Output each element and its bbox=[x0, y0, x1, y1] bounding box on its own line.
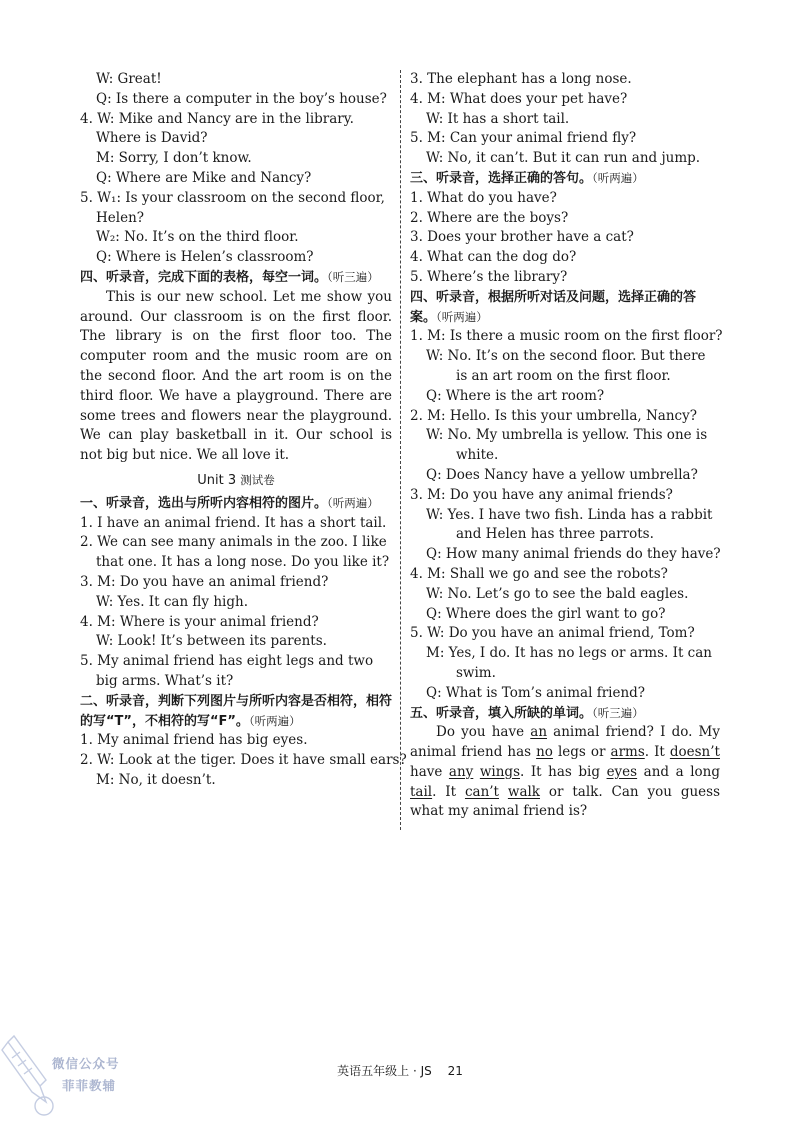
cloze-blank: doesn’t bbox=[669, 744, 720, 761]
text-line: 4. What can the dog do? bbox=[410, 249, 577, 266]
section-note: （听三遍） bbox=[592, 705, 644, 720]
right-column bbox=[410, 70, 723, 822]
text-line: Q: Is there a computer in the boy’s house? bbox=[96, 90, 387, 107]
cloze-blank: no bbox=[536, 744, 553, 761]
left-column bbox=[80, 70, 407, 791]
section-three-heading bbox=[410, 169, 720, 189]
text-line: W: Yes. It can fly high. bbox=[96, 593, 248, 610]
text-line: 1. M: Is there a music room on the first floor? bbox=[410, 328, 723, 345]
cloze-blank: eyes bbox=[606, 763, 638, 780]
text-line: 1. I have an animal friend. It has a short tail. bbox=[80, 514, 387, 531]
text-line: M: No, it doesn’t. bbox=[96, 771, 216, 788]
section-four-right-lines bbox=[410, 327, 723, 703]
section-note: （听两遍） bbox=[327, 495, 379, 510]
text-line: 5. M: Can your animal friend fly? bbox=[410, 130, 637, 147]
watermark-line-1: 微信公众号 bbox=[52, 1056, 120, 1071]
text-line: 5. W: Do you have an animal friend, Tom? bbox=[410, 625, 695, 642]
text-line: 2. We can see many animals in the zoo. I like that one. It has a long nose. Do you like it? bbox=[80, 534, 390, 571]
text-line: Q: Where are Mike and Nancy? bbox=[96, 169, 312, 186]
section-one-lines bbox=[80, 514, 392, 692]
text-line: W: Great! bbox=[96, 71, 162, 87]
unit-title-en: Unit 3 bbox=[197, 472, 237, 488]
unit-title bbox=[80, 471, 392, 491]
text-line: 1. My animal friend has big eyes. bbox=[80, 732, 308, 749]
text-line: 3. M: Do you have any animal friends? bbox=[410, 486, 673, 503]
text-line: W: No. My umbrella is yellow. This one is white. bbox=[426, 427, 708, 464]
text-line: W: It has a short tail. bbox=[426, 110, 570, 127]
cloze-text: have bbox=[410, 763, 449, 780]
cloze-blank: wings bbox=[479, 763, 520, 780]
text-line: Q: Where is the art room? bbox=[426, 387, 605, 404]
school-passage: This is our new school. Let me show you around. Our classroom is on the first floor. The library is on the first floor too. The computer room and the music room are on the second floor. And the art room is on the third floor. We have a playground. There are some trees and flowers near the playground. We can play basketball in it. Our school is not big but nice. We all love it. bbox=[80, 288, 392, 464]
section-note: （听两遍） bbox=[592, 170, 644, 185]
text-line: 4. M: Where is your animal friend? bbox=[80, 613, 319, 630]
right-top-lines bbox=[410, 70, 720, 169]
text-line: 4. M: Shall we go and see the robots? bbox=[410, 565, 668, 582]
section-five-heading bbox=[410, 704, 720, 724]
text-line: W: Look! It’s between its parents. bbox=[96, 633, 327, 650]
text-line: 3. M: Do you have an animal friend? bbox=[80, 573, 329, 590]
text-line: 1. What do you have? bbox=[410, 189, 557, 206]
text-line: 2. W: Look at the tiger. Does it have small ears? bbox=[80, 752, 407, 769]
text-line: Q: How many animal friends do they have? bbox=[426, 546, 721, 563]
section-title: 一、听录音，选出与所听内容相符的图片。 bbox=[80, 495, 328, 511]
text-line: Q: Does Nancy have a yellow umbrella? bbox=[426, 466, 698, 483]
cloze-passage bbox=[410, 723, 720, 822]
section-two-lines bbox=[80, 731, 407, 790]
section-note: （听三遍） bbox=[327, 269, 379, 284]
section-note: （听两遍） bbox=[436, 309, 488, 324]
column-divider bbox=[400, 70, 401, 830]
text-line: 5. W₁: Is your classroom on the second floor, Helen? bbox=[80, 189, 385, 226]
text-line: Q: Where is Helen’s classroom? bbox=[96, 249, 314, 266]
text-line: M: Sorry, I don’t know. bbox=[96, 150, 252, 167]
page-number: 21 bbox=[447, 1064, 463, 1078]
text-line: W: No. It’s on the second floor. But there is an art room on the first floor. bbox=[426, 348, 706, 384]
footer-label: 英语五年级上 · JS bbox=[337, 1064, 432, 1078]
section-four-right-heading bbox=[410, 288, 720, 328]
text-line: W: No. Let’s go to see the bald eagles. bbox=[426, 585, 689, 602]
section-one-heading bbox=[80, 494, 392, 514]
text-line: Q: Where does the girl want to go? bbox=[426, 605, 666, 622]
text-line: 5. My animal friend has eight legs and two big arms. What’s it? bbox=[80, 653, 374, 689]
text-line: M: Yes, I do. It has no legs or arms. It can swim. bbox=[426, 645, 712, 681]
text-line: Q: What is Tom’s animal friend? bbox=[426, 684, 646, 701]
section-note: （听两遍） bbox=[248, 713, 301, 728]
section-title: 三、听录音，选择正确的答句。 bbox=[410, 170, 593, 186]
text-line: 2. Where are the boys? bbox=[410, 209, 569, 226]
cloze-text bbox=[499, 784, 508, 800]
cloze-text: and a long bbox=[637, 763, 720, 780]
section-two-heading bbox=[80, 692, 392, 732]
text-line: 4. M: What does your pet have? bbox=[410, 90, 628, 107]
watermark-line-2: 菲菲教辅 bbox=[62, 1078, 117, 1093]
section-three-lines bbox=[410, 189, 720, 288]
cloze-text: or talk. Can you guess what my animal friend is? bbox=[410, 783, 721, 820]
text-line: 3. Does your brother have a cat? bbox=[410, 229, 634, 246]
cloze-text: . It has big bbox=[520, 763, 607, 780]
cloze-text: . It bbox=[644, 744, 670, 761]
cloze-text: animal friend? I do. My animal friend has bbox=[410, 724, 721, 761]
text-line: 3. The elephant has a long nose. bbox=[410, 71, 632, 87]
text-line: 5. Where’s the library? bbox=[410, 268, 568, 285]
text-line: W₂: No. It’s on the third floor. bbox=[96, 229, 299, 246]
cloze-blank: an bbox=[530, 724, 548, 741]
section-four-heading bbox=[80, 268, 392, 288]
text-line: 4. W: Mike and Nancy are in the library. Where is David? bbox=[80, 110, 354, 147]
text-line: 2. M: Hello. Is this your umbrella, Nancy? bbox=[410, 407, 697, 424]
section-title: 四、听录音，根据所听对话及问题，选择正确的答案。 bbox=[410, 289, 697, 325]
section-title: 四、听录音，完成下面的表格，每空一词。 bbox=[80, 269, 328, 285]
text-line: W: Yes. I have two fish. Linda has a rabbit and Helen has three parrots. bbox=[426, 506, 713, 543]
section-title: 五、听录音，填入所缺的单词。 bbox=[410, 705, 593, 721]
left-top-lines bbox=[80, 70, 392, 268]
cloze-blank: can’t bbox=[464, 783, 499, 800]
cloze-blank: arms bbox=[610, 744, 645, 761]
section-title: 二、听录音，判断下列图片与所听内容是否相符，相符的写“T”，不相符的写“F”。 bbox=[80, 693, 393, 729]
cloze-blank: any bbox=[448, 763, 474, 780]
cloze-text: Do you have bbox=[436, 724, 531, 741]
unit-title-cn: 测试卷 bbox=[240, 472, 275, 487]
cloze-blank: walk bbox=[507, 783, 540, 800]
text-line: W: No, it can’t. But it can run and jump. bbox=[426, 150, 701, 167]
cloze-blank: tail bbox=[410, 783, 433, 800]
page-footer bbox=[0, 1062, 800, 1079]
cloze-text: . It bbox=[432, 783, 465, 800]
cloze-text: legs or bbox=[552, 744, 611, 761]
